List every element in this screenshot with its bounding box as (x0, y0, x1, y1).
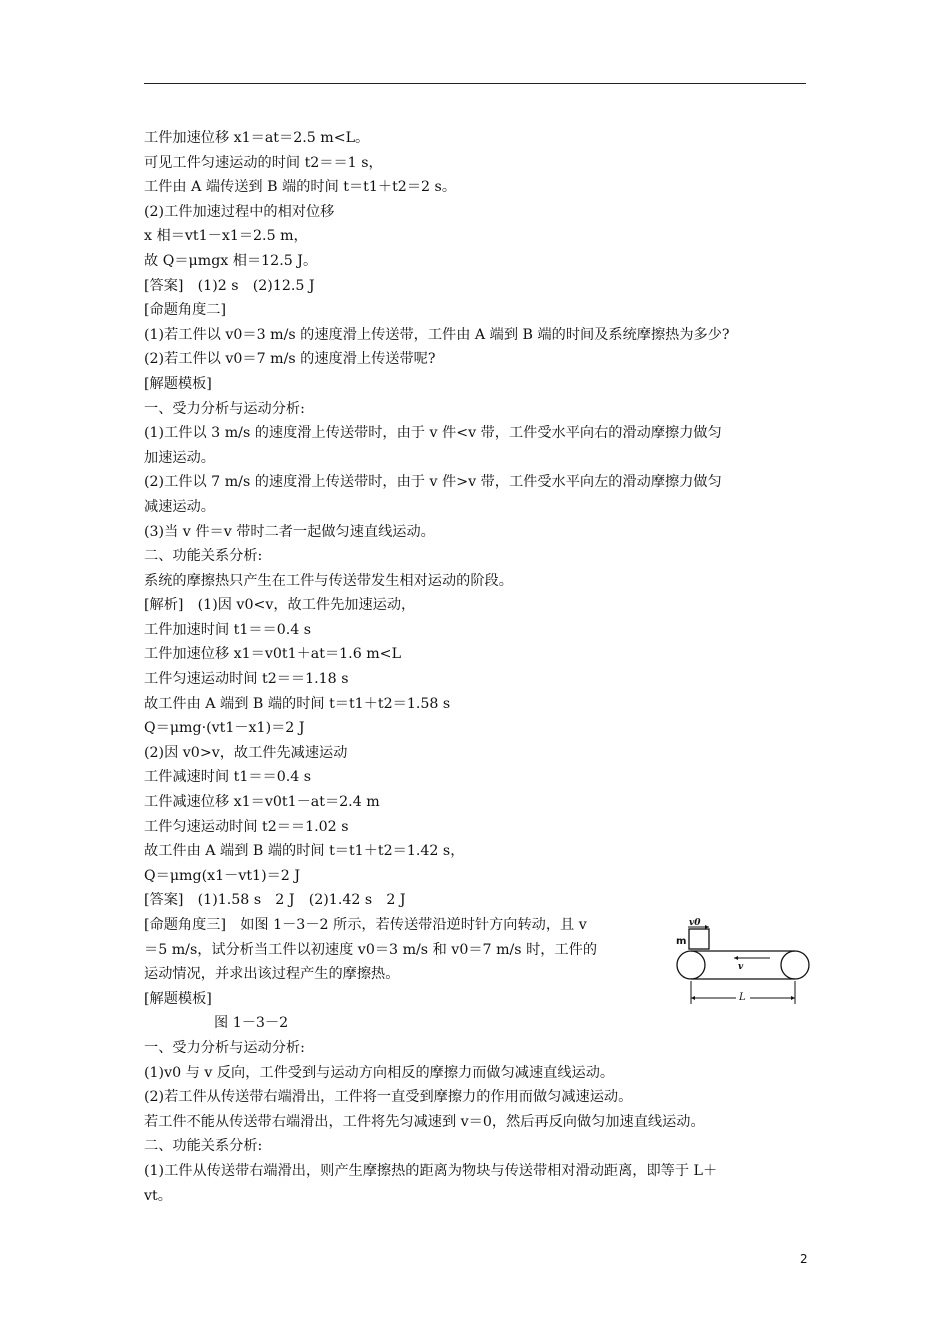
text-block-after-figure (144, 1036, 812, 1208)
text-line: [解析] (1)因 v0<v，故工件先加速运动， (144, 597, 416, 614)
text-line: (1)工件从传送带右端滑出，则产生摩擦热的距离为物块与传送带相对滑动距离，即等于 L＋ (144, 1162, 718, 1179)
text-line: 工件减速位移 x1＝v0t1－at＝2.4 m (144, 794, 380, 811)
text-line: (1)若工件以 v0＝3 m/s 的速度滑上传送带，工件由 A 端到 B 端的时间及系统摩擦热为多少? (144, 326, 730, 343)
text-line: 故工件由 A 端到 B 端的时间 t＝t1＋t2＝1.42 s， (144, 843, 465, 860)
text-line: [命题角度三] 如图 1－3－2 所示，若传送带沿逆时针方向转动，且 v (144, 917, 587, 933)
figure-paragraph (144, 913, 662, 987)
text-line: 减速运动。 (144, 498, 215, 515)
text-line: 工件由 A 端传送到 B 端的时间 t＝t1＋t2＝2 s。 (144, 179, 457, 196)
right-pulley (781, 951, 809, 979)
text-line: Q＝μmg(x1－vt1)＝2 J (144, 867, 301, 884)
text-line: 工件匀速运动时间 t2＝＝1.02 s (144, 818, 349, 835)
text-line: 若工件不能从传送带右端滑出，工件将先匀减速到 v＝0，然后再反向做匀加速直线运动。 (144, 1113, 705, 1130)
text-block-before-figure (144, 126, 812, 913)
template-label: [解题模板] (144, 990, 212, 1007)
page-number: 2 (800, 1252, 808, 1266)
text-line: [解题模板] (144, 375, 212, 392)
text-line: 加速运动。 (144, 449, 215, 466)
text-line: [答案] (1)2 s (2)12.5 J (144, 277, 315, 294)
block-velocity-label: v0 (689, 918, 701, 928)
text-line: x 相＝vt1－x1＝2.5 m， (144, 228, 308, 245)
text-line: (1)v0 与 v 反向，工件受到与运动方向相反的摩擦力而做匀减速直线运动。 (144, 1064, 615, 1081)
text-line: (2)若工件以 v0＝7 m/s 的速度滑上传送带呢? (144, 351, 436, 368)
text-line: 工件减速时间 t1＝＝0.4 s (144, 769, 312, 786)
block-mass-label: m (676, 936, 687, 947)
text-line: 一、受力分析与运动分析: (144, 1039, 305, 1056)
text-line: [命题角度二] (144, 302, 227, 319)
text-line: 可见工件匀速运动的时间 t2＝＝1 s， (144, 154, 383, 171)
text-line: 工件加速时间 t1＝＝0.4 s (144, 621, 312, 638)
text-line: 二、功能关系分析: (144, 1138, 263, 1155)
figure-caption: 图 1－3－2 (214, 1015, 289, 1032)
text-line: 二、功能关系分析: (144, 548, 263, 565)
text-line: [答案] (1)1.58 s 2 J (2)1.42 s 2 J (144, 892, 406, 909)
left-pulley (677, 951, 705, 979)
text-line: 工件匀速运动时间 t2＝＝1.18 s (144, 671, 349, 688)
text-line: (1)工件以 3 m/s 的速度滑上传送带时，由于 v 件<v 带，工件受水平向右的滑动摩擦力做匀 (144, 425, 722, 442)
text-line: ＝5 m/s，试分析当工件以初速度 v0＝3 m/s 和 v0＝7 m/s 时，工件的 (144, 941, 598, 958)
text-line: 系统的摩擦热只产生在工件与传送带发生相对运动的阶段。 (144, 572, 513, 589)
header-rule (144, 83, 806, 84)
text-line: (3)当 v 件＝v 带时二者一起做匀速直线运动。 (144, 523, 435, 540)
text-line: 故工件由 A 端到 B 端的时间 t＝t1＋t2＝1.58 s (144, 695, 451, 712)
text-line: (2)若工件从传送带右端滑出，工件将一直受到摩擦力的作用而做匀减速运动。 (144, 1089, 633, 1106)
belt-velocity-label: v (738, 962, 744, 972)
text-line: Q＝μmg·(vt1－x1)＝2 J (144, 720, 305, 737)
length-label: L (739, 992, 746, 1003)
text-line: (2)工件加速过程中的相对位移 (144, 203, 335, 220)
text-line: 工件加速位移 x1＝at＝2.5 m<L。 (144, 130, 370, 146)
document-body (144, 126, 812, 1208)
text-line: 故 Q＝μmgx 相＝12.5 J。 (144, 252, 318, 269)
text-line: (2)因 v0>v，故工件先减速运动 (144, 744, 348, 761)
conveyor-belt-figure (676, 914, 812, 1006)
text-line: 运动情况，并求出该过程产生的摩擦热。 (144, 966, 400, 983)
text-line: (2)工件以 7 m/s 的速度滑上传送带时，由于 v 件>v 带，工件受水平向左的滑动摩擦力做匀 (144, 474, 722, 491)
text-line: 工件加速位移 x1＝v0t1＋at＝1.6 m<L (144, 646, 401, 663)
text-line: 一、受力分析与运动分析: (144, 400, 305, 417)
text-line: vt。 (144, 1187, 172, 1204)
workpiece-block (689, 929, 709, 949)
